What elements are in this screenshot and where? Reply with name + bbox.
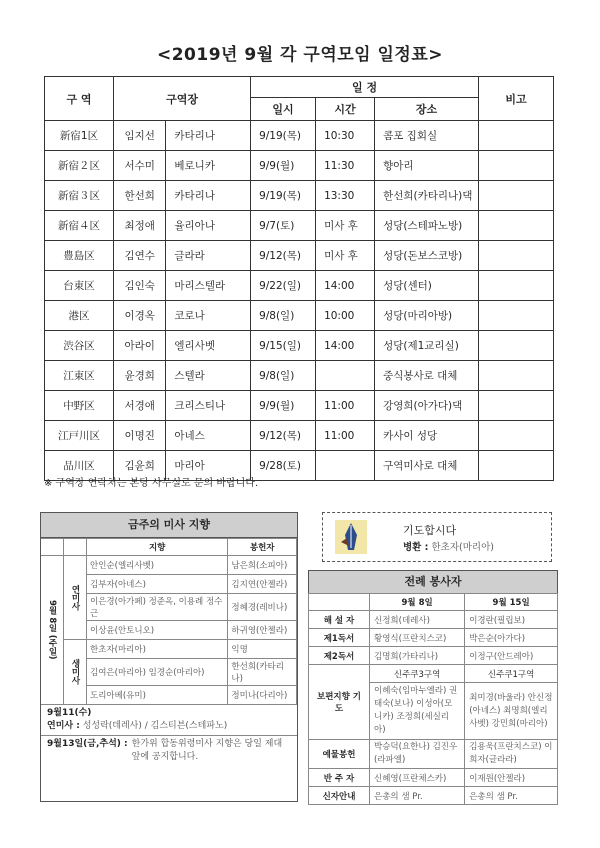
liturgy-role-cell: 해 설 자 [309,611,370,629]
offering-role: 예물봉헌 [309,740,370,769]
cell-leader-name: 김인숙 [114,271,166,301]
cell-area: 新宿３区 [45,181,114,211]
page-title: <2019년 9월 각 구역모임 일정표> [156,45,444,65]
liturgy-title: 전례 봉사자 [308,570,558,594]
cell-leader-name: 서경애 [114,391,166,421]
mass-note-2 [41,735,297,766]
cell-leader-name: 한선희 [114,181,166,211]
intention-cell: 이은경(아가페) 정준옥, 이용례 정수근 [87,594,228,621]
cell-time: 11:30 [316,151,375,181]
praying-hands-icon [335,520,367,554]
cell-leader-saint: 율리아나 [166,211,251,241]
intention-cell: 이상윤(안토니오) [87,621,228,640]
prayer-name: 한초자(마리아) [431,542,494,553]
liturgy-role-cell: 제1독서 [309,629,370,647]
intention-cell: 안인순(엘리사벳) [87,556,228,575]
schedule-row [45,361,554,391]
mass-row [41,640,297,659]
cell-date: 9/19(목) [251,181,316,211]
mass-intentions-box [40,512,298,802]
col-leader: 구역장 [114,77,251,121]
cell-note [479,211,554,241]
cell-area: 品川区 [45,451,114,481]
cell-place: 성당(센터) [375,271,479,301]
schedule-row [45,181,554,211]
cell-area: 新宿４区 [45,211,114,241]
liturgy-date-2: 9월 15일 [465,594,558,611]
cell-place: 성당(제1교리실) [375,331,479,361]
col-date: 일시 [251,98,316,121]
cell-leader-name: 윤경희 [114,361,166,391]
cell-area: 江東区 [45,361,114,391]
note2-text: 한가위 합동위령미사 지향은 당일 제대 앞에 공지합니다. [131,739,283,762]
cell-time [316,361,375,391]
intention-cell: 도리아베(유미) [87,686,228,705]
schedule-row [45,421,554,451]
prayer-sick [403,539,494,553]
server-b: 이재원(안젤라) [465,769,558,787]
prayer-a: 이혜숙(임마누엘라) 권태숙(보나) 이성아(모니카) 조정희(세실리아) [370,683,465,740]
offerer-cell: 하귀영(안젤라) [228,621,297,640]
schedule-row [45,271,554,301]
col-intention: 지향 [87,539,228,556]
mass-title: 금주의 미사 지향 [41,513,297,538]
offerer-cell: 정혜경(레비나) [228,594,297,621]
liturgy-name-cell: 박은순(아가다) [465,629,558,647]
prayer-role: 보편지향 기 도 [309,665,370,740]
cell-leader-name: 김연수 [114,241,166,271]
cell-merged-note: 중식봉사로 대체 [375,361,479,391]
cell-place: 콤포 집회실 [375,121,479,151]
cell-date: 9/28(토) [251,451,316,481]
note1-date: 9월11(수) [47,708,92,718]
col-offerer: 봉헌자 [228,539,297,556]
cell-leader-saint: 마리스텔라 [166,271,251,301]
schedule-row [45,211,554,241]
cell-leader-name: 이경옥 [114,301,166,331]
liturgy-name-cell: 이경란(필립보) [465,611,558,629]
prayer-box [322,512,552,562]
liturgy-name-cell: 황영식(프란치스코) [370,629,465,647]
intention-cell: 한초자(마리아) [87,640,228,659]
prayer-label: 병환 : [403,542,429,553]
cell-leader-name: 서수미 [114,151,166,181]
cell-place: 카사이 성당 [375,421,479,451]
cell-area: 港区 [45,301,114,331]
note2-label: 9월13일(금,추석) : [47,739,128,749]
offering-b: 김용욱(프란치스코) 이희자(글라라) [465,740,558,769]
server-role: 반 주 자 [309,769,370,787]
cell-place: 강영희(아가다)댁 [375,391,479,421]
cell-leader-saint: 카타리나 [166,121,251,151]
cell-date: 9/7(토) [251,211,316,241]
group1-label: 연미사 [64,556,87,640]
cell-area: 新宿1区 [45,121,114,151]
mass-table [41,538,297,705]
guide-b: 은총의 샘 Pr. [465,787,558,805]
schedule-row [45,151,554,181]
col-time: 시간 [316,98,375,121]
prayer-b: 최미경(바울라) 안신정(아네스) 최명희(엘리사벳) 강민희(마리아) [465,683,558,740]
cell-time: 미사 후 [316,241,375,271]
col-meeting: 일 정 [251,77,479,98]
guide-a: 은총의 샘 Pr. [370,787,465,805]
cell-leader-saint: 스텔라 [166,361,251,391]
cell-date: 9/15(일) [251,331,316,361]
cell-leader-saint: 글라라 [166,241,251,271]
cell-area: 渋谷区 [45,331,114,361]
schedule-row [45,331,554,361]
schedule-row [45,391,554,421]
offerer-cell: 익명 [228,640,297,659]
group-a: 신주쿠3구역 [370,665,465,683]
server-a: 신혜영(프란체스카) [370,769,465,787]
cell-place: 향아리 [375,151,479,181]
cell-note [479,151,554,181]
col-area: 구 역 [45,77,114,121]
cell-date: 9/8(일) [251,361,316,391]
cell-leader-saint: 아네스 [166,421,251,451]
mass-row [41,556,297,575]
cell-leader-name: 임지선 [114,121,166,151]
cell-place: 성당(마리아방) [375,301,479,331]
offerer-cell: 한선희(카타리나) [228,659,297,686]
cell-merged-note: 구역미사로 대체 [375,451,479,481]
cell-leader-saint: 마리아 [166,451,251,481]
offerer-cell: 김지연(안젤라) [228,575,297,594]
offerer-cell: 정미나(다리아) [228,686,297,705]
cell-date: 9/12(목) [251,241,316,271]
cell-note [479,391,554,421]
guide-role: 신자안내 [309,787,370,805]
cell-leader-name: 김윤희 [114,451,166,481]
cell-place: 한선희(카타리나)댁 [375,181,479,211]
mass-note-1 [41,705,297,735]
cell-date: 9/12(목) [251,421,316,451]
liturgy-row [309,611,558,629]
note1-label: 연미사 : [47,721,80,731]
cell-date: 9/9(월) [251,391,316,421]
cell-leader-saint: 베로니카 [166,151,251,181]
cell-note [479,121,554,151]
intention-cell: 김여은(마리아) 임경순(마리아) [87,659,228,686]
cell-date: 9/8(일) [251,301,316,331]
cell-leader-name: 아라이 [114,331,166,361]
schedule-row [45,301,554,331]
cell-date: 9/19(목) [251,121,316,151]
offerer-cell: 남은희(소피아) [228,556,297,575]
prayer-title: 기도합시다 [403,524,457,537]
note1-text: 성성락(데레사) / 김스티븐(스테파노) [82,721,228,731]
cell-time: 14:00 [316,271,375,301]
group-b: 신주쿠1구역 [465,665,558,683]
cell-time: 11:00 [316,391,375,421]
cell-note [479,361,554,391]
cell-area: 豊島区 [45,241,114,271]
liturgy-row [309,629,558,647]
schedule-body [45,121,554,481]
col-place: 장소 [375,98,479,121]
cell-note [479,451,554,481]
liturgy-name-cell: 김명희(가타리나) [370,647,465,665]
liturgy-role-cell: 제2독서 [309,647,370,665]
cell-area: 中野区 [45,391,114,421]
mass-date-label: 9월 8일 (주일) [41,556,64,705]
cell-time: 10:30 [316,121,375,151]
cell-time: 미사 후 [316,211,375,241]
cell-date: 9/22(일) [251,271,316,301]
cell-note [479,301,554,331]
liturgy-date-1: 9월 8일 [370,594,465,611]
liturgy-name-cell: 이정구(안드레아) [465,647,558,665]
cell-time: 14:00 [316,331,375,361]
cell-area: 江戸川区 [45,421,114,451]
cell-time: 10:00 [316,301,375,331]
cell-leader-saint: 엘리사벳 [166,331,251,361]
cell-time: 13:30 [316,181,375,211]
col-note: 비고 [479,77,554,121]
cell-leader-name: 이명진 [114,421,166,451]
offering-a: 박승덕(요한나) 김진우(라파엘) [370,740,465,769]
cell-leader-name: 최정애 [114,211,166,241]
cell-leader-saint: 카타리나 [166,181,251,211]
cell-time [316,451,375,481]
schedule-row [45,121,554,151]
intention-cell: 김부자(아네스) [87,575,228,594]
footnote: ※ 구역장 연락처는 본당 사무실로 문의 바랍니다. [44,478,259,489]
cell-date: 9/9(월) [251,151,316,181]
schedule-row [45,241,554,271]
liturgy-name-cell: 신정희(데레사) [370,611,465,629]
cell-note [479,331,554,361]
cell-place: 성당(돈보스코방) [375,241,479,271]
cell-place: 성당(스테파노방) [375,211,479,241]
cell-area: 新宿２区 [45,151,114,181]
cell-note [479,271,554,301]
group2-label: 생미사 [64,640,87,705]
cell-area: 台東区 [45,271,114,301]
cell-leader-saint: 코로나 [166,301,251,331]
cell-note [479,241,554,271]
liturgy-row [309,647,558,665]
cell-time: 11:00 [316,421,375,451]
cell-leader-saint: 크리스티나 [166,391,251,421]
liturgy-table [308,593,558,805]
schedule-table [44,76,554,481]
cell-note [479,421,554,451]
cell-note [479,181,554,211]
